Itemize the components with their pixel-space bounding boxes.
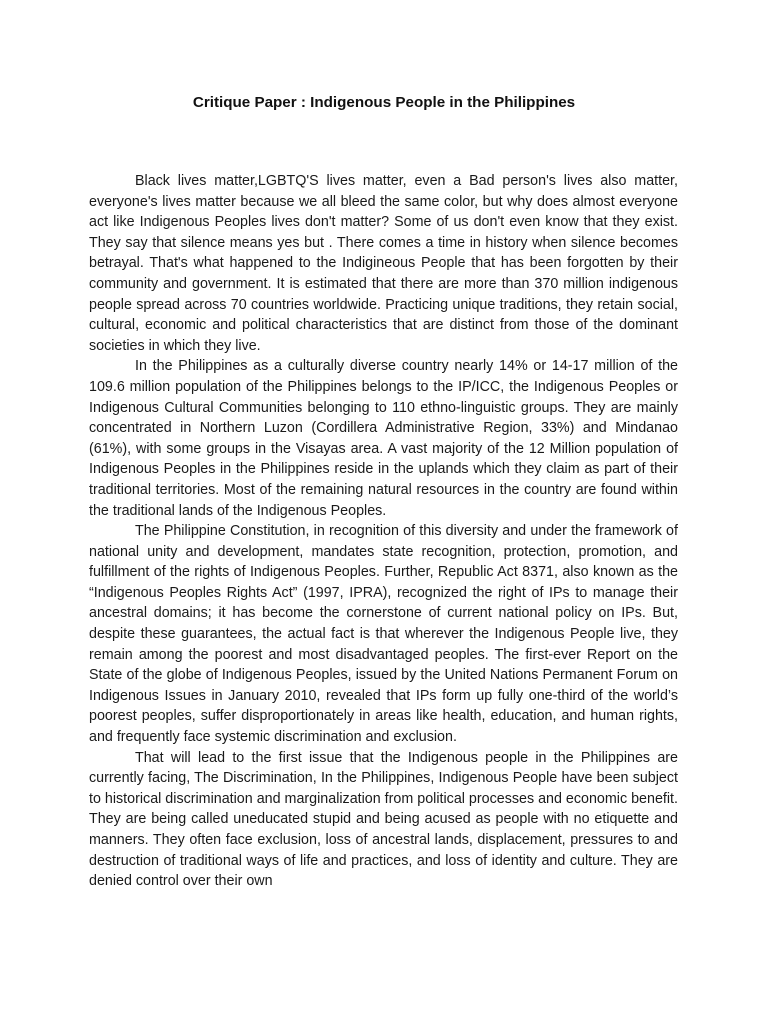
paragraph-intro: Black lives matter,LGBTQ'S lives matter, even a Bad person's lives also matter, everyone's lives matter because we all bleed the same color, but why does almost everyone act like Indigenous Peoples lives don't matter? Some of us don't even know that they exist. They say that silence means yes but . There comes a time in history when silence becomes betrayal. That's what happened to the Indigineous People that has been forgotten by their community and government. It is estimated that there are more than 370 million indigenous people spread across 70 countries worldwide. Practicing unique traditions, they retain social, cultural, economic and political characteristics that are distinct from those of the dominant societies in which they live.: [89, 173, 678, 354]
document-body: [89, 171, 678, 892]
document-title: Critique Paper : Indigenous People in the Philippines: [192, 94, 576, 111]
paragraph-discrimination: That will lead to the first issue that the Indigenous people in the Philippines are currently facing, The Discrimination, In the Philippines, Indigenous People have been subject to historical discrimination and marginalization from political processes and economic benefit. They are being called uneducated stupid and being acused as people with no etiquette and manners. They often face exclusion, loss of ancestral lands, displacement, pressures to and destruction of traditional ways of life and practices, and loss of identity and culture. They are denied control over their own: [89, 749, 678, 890]
paragraph-constitution: The Philippine Constitution, in recognition of this diversity and under the framework of national unity and development, mandates state recognition, protection, promotion, and fulfillment of the rights of Indigenous Peoples. Further, Republic Act 8371, also known as the “Indigenous Peoples Rights Act” (1997, IPRA), recognized the right of IPs to manage their ancestral domains; it has become the cornerstone of current national policy on IPs. But, despite these guarantees, the actual fact is that wherever the Indigenous People live, they remain among the poorest and most disadvantaged peoples. The first-ever Report on the State of the globe of Indigenous Peoples, issued by the United Nations Permanent Forum on Indigenous Issues in January 2010, revealed that IPs form up fully one-third of the world’s poorest peoples, suffer disproportionately in areas like health, education, and human rights, and frequently face systemic discrimination and exclusion.: [89, 523, 678, 746]
paragraph-philippines-population: In the Philippines as a culturally diverse country nearly 14% or 14-17 million of the 109.6 million population of the Philippines belongs to the IP/ICC, the Indigenous Peoples or Indigenous Cultural Communities belonging to 110 ethno-linguistic groups. They are mainly concentrated in Northern Luzon (Cordillera Administrative Region, 33%) and Mindanao (61%), with some groups in the Visayas area. A vast majority of the 12 Million population of Indigenous Peoples in the Philippines reside in the uplands which they claim as part of their traditional territories. Most of the remaining natural resources in the country are found within the traditional lands of the Indigenous Peoples.: [89, 358, 678, 519]
